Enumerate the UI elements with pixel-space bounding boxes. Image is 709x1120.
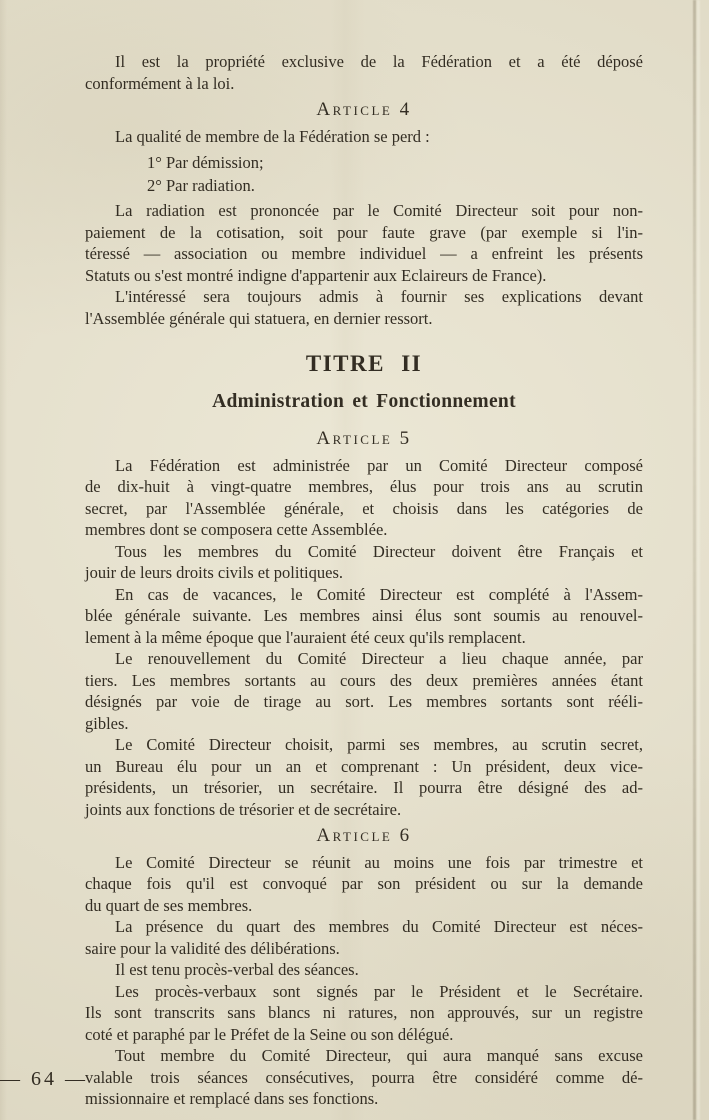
paragraph — [85, 648, 643, 734]
paragraph — [85, 126, 643, 148]
paragraph — [85, 734, 643, 820]
text-line: En cas de vacances, le Comité Directeur est complété à l'Assem- — [115, 584, 643, 604]
text-line: La Fédération est administrée par un Comité Directeur composé — [115, 455, 643, 475]
text-line: Le Comité Directeur se réunit au moins une fois par trimestre et — [115, 852, 643, 872]
text-line: conformément à la loi. — [85, 73, 235, 93]
text-line: gibles. — [85, 713, 129, 733]
text-line: du quart de ses membres. — [85, 895, 253, 915]
paragraph — [85, 916, 643, 959]
text-line: Tout membre du Comité Directeur, qui aura manqué sans excuse — [115, 1046, 643, 1065]
text-line: l'Assemblée générale qui statuera, en dernier ressort. — [85, 308, 433, 328]
paragraph — [85, 852, 643, 917]
text-line: téressé — association ou membre individuel — a enfreint les présents — [85, 244, 643, 263]
paragraph — [85, 584, 643, 649]
text-line: L'intéressé sera toujours admis à fournir ses explications devant — [115, 287, 643, 306]
page-binding-highlight — [697, 0, 700, 1120]
section-subtitle: Administration et Fonctionnement — [212, 391, 516, 412]
text-line: Tous les membres du Comité Directeur doivent être Français et — [115, 541, 643, 561]
text-line: désignés par voie de tirage au sort. Les membres sortants sont rééli- — [85, 692, 643, 711]
paragraph — [85, 286, 643, 329]
text-line: un Bureau élu pour un an et comprenant : Un président, deux vice- — [85, 756, 643, 776]
page-number: — 64 — — [0, 1068, 88, 1090]
text-line: La qualité de membre de la Fédération se perd : — [115, 126, 430, 146]
ordinal-list — [85, 152, 643, 197]
text-line: lement à la même époque que l'auraient été ceux qu'ils remplacent. — [85, 627, 526, 647]
text-line: missionnaire et remplacé dans ses fonctions. — [85, 1089, 379, 1108]
text-line: secret, par l'Assemblée générale, et choisis dans les catégories de — [85, 498, 643, 518]
text-line: Statuts ou s'est montré indigne d'appartenir aux Eclaireurs de France). — [85, 265, 547, 285]
paragraph — [85, 455, 643, 541]
text-line: La radiation est prononcée par le Comité Directeur soit pour non- — [115, 201, 643, 220]
paragraph — [85, 541, 643, 584]
text-line: Il est la propriété exclusive de la Fédération et a été déposé — [115, 52, 643, 71]
text-line: de dix-huit à vingt-quatre membres, élus pour trois ans au scrutin — [85, 477, 643, 496]
paragraph — [85, 1045, 643, 1110]
text-line: jouir de leurs droits civils et politiques. — [85, 563, 344, 582]
text-line: coté et paraphé par le Préfet de la Seine ou son délégué. — [85, 1024, 454, 1044]
text-line: La présence du quart des membres du Comité Directeur est néces- — [115, 917, 643, 936]
text-line: Le Comité Directeur choisit, parmi ses membres, au scrutin secret, — [115, 735, 643, 754]
list-item: 1° Par démission; — [147, 153, 264, 172]
text-line: blée générale suivante. Les membres ainsi élus sont soumis au renouvel- — [85, 606, 643, 625]
text-line: valable trois séances consécutives, pourra être considéré comme dé- — [85, 1067, 643, 1087]
text-line: Ils sont transcrits sans blancs ni ratures, non approuvés, sur un registre — [85, 1003, 643, 1022]
text-line: Les procès-verbaux sont signés par le Président et le Secrétaire. — [115, 981, 643, 1001]
article-heading: Article 5 — [316, 428, 412, 449]
title-heading: TITRE II — [305, 351, 423, 376]
text-line: chaque fois qu'il est convoqué par son président ou sur la demande — [85, 874, 643, 893]
document-body — [85, 51, 643, 1110]
text-line: paiement de la cotisation, soit pour faute grave (par exemple si l'in- — [85, 222, 643, 242]
text-line: Il est tenu procès-verbal des séances. — [115, 960, 359, 979]
paragraph — [85, 981, 643, 1046]
paragraph — [85, 959, 643, 981]
article-heading: Article 4 — [316, 99, 412, 120]
text-line: membres dont se composera cette Assemblée. — [85, 520, 388, 539]
text-line: saire pour la validité des délibérations. — [85, 938, 340, 958]
paragraph — [85, 51, 643, 94]
article-heading: Article 6 — [316, 825, 412, 846]
text-line: Le renouvellement du Comité Directeur a lieu chaque année, par — [115, 649, 643, 668]
text-line: tiers. Les membres sortants au cours des deux premières années étant — [85, 670, 643, 690]
text-line: joints aux fonctions de trésorier et de secrétaire. — [85, 799, 402, 819]
page-binding-crease — [693, 0, 696, 1120]
paragraph — [85, 200, 643, 286]
list-item: 2° Par radiation. — [147, 175, 255, 195]
text-line: présidents, un trésorier, un secrétaire. Il pourra être désigné des ad- — [85, 778, 643, 797]
